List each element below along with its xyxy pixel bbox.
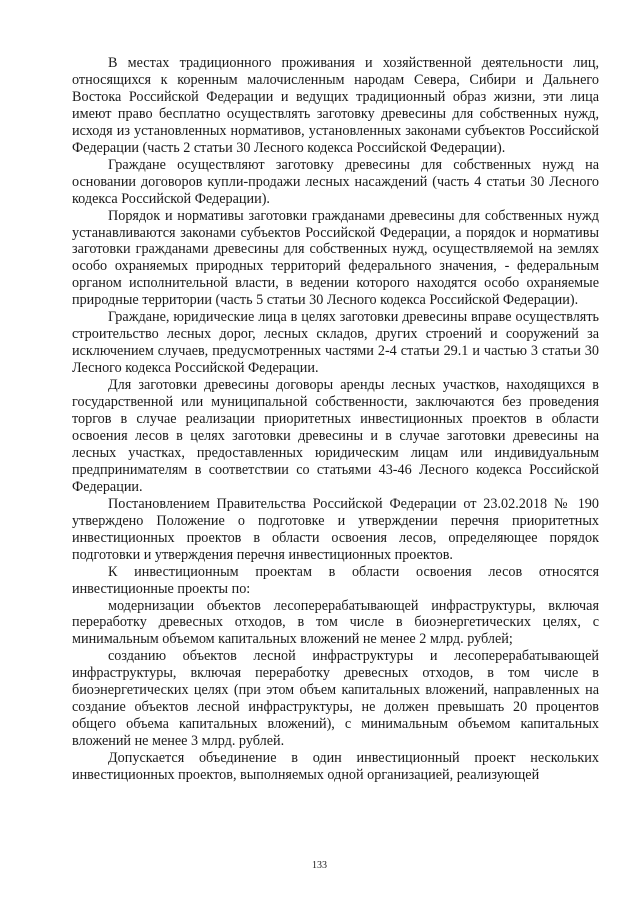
- document-body: [72, 55, 599, 784]
- paragraph-forest-roads: Граждане, юридические лица в целях заготовки древесины вправе осуществлять строительство лесных дорог, лесных складов, других строений и сооружений за исключением случаев, предусмотренных частями 2-4 статьи 29.1 и частью 3 статьи 30 Лесного кодекса Российской Федерации.: [72, 309, 599, 377]
- paragraph-lease-agreements: Для заготовки древесины договоры аренды лесных участков, находящихся в государственной или муниципальной собственности, заключаются без проведения торгов в случае реализации приоритетных инвестиционных проектов в области освоения лесов в целях заготовки древесины и в случае заготовки древесины на лесных участках, предоставленных юридическим лицам или индивидуальным предпринимателям в соответствии со статьями 43-46 Лесного кодекса Российской Федерации.: [72, 377, 599, 495]
- paragraph-harvesting-norms: Порядок и нормативы заготовки гражданами древесины для собственных нужд устанавливаются законами субъектов Российской Федерации, а порядок и нормативы заготовки гражданами древесины для собственных нужд, осуществляемой на землях особо охраняемых природных территорий федерального значения, - федеральным органом исполнительной власти, в ведении которого находятся особо охраняемые природные территории (часть 5 статьи 30 Лесного кодекса Российской Федерации).: [72, 207, 599, 309]
- paragraph-indigenous-peoples: В местах традиционного проживания и хозяйственной деятельности лиц, относящихся к коренным малочисленным народам Севера, Сибири и Дальнего Востока Российской Федерации и ведущих традиционный образ жизни, эти лица имеют право бесплатно осуществлять заготовку древесины для собственных нужд, исходя из установленных нормативов, установленных законами субъектов Российской Федерации (часть 2 статьи 30 Лесного кодекса Российской Федерации).: [72, 55, 599, 156]
- paragraph-modernization: модернизации объектов лесоперерабатывающей инфраструктуры, включая переработку древесных отходов, в том числе в биоэнергетических целях, с минимальным объемом капитальных вложений не менее 2 млрд. рублей;: [72, 597, 599, 648]
- paragraph-government-resolution: Постановлением Правительства Российской Федерации от 23.02.2018 № 190 утверждено Положение о подготовке и утверждении перечня приоритетных инвестиционных проектов в области освоения лесов, определяющее порядок подготовки и утверждения перечня инвестиционных проектов.: [72, 495, 599, 563]
- page-number: 133: [312, 860, 327, 871]
- paragraph-creation: созданию объектов лесной инфраструктуры и лесоперерабатывающей инфраструктуры, включая переработку древесных отходов, в том числе в биоэнергетических целях (при этом объем капитальных вложений, направленных на создание объектов лесной инфраструктуры, не должен превышать 20 процентов общего объема капитальных вложений), с минимальным объемом капитальных вложений не менее 3 млрд. рублей.: [72, 648, 599, 750]
- paragraph-citizens-harvesting: Граждане осуществляют заготовку древесины для собственных нужд на основании договоров купли-продажи лесных насаждений (часть 4 статьи 30 Лесного кодекса Российской Федерации).: [72, 156, 599, 207]
- paragraph-investment-projects-intro: К инвестиционным проектам в области освоения лесов относятся инвестиционные проекты по:: [72, 563, 599, 597]
- paragraph-combination: Допускается объединение в один инвестиционный проект нескольких инвестиционных проектов, выполняемых одной организацией, реализующей: [72, 750, 599, 784]
